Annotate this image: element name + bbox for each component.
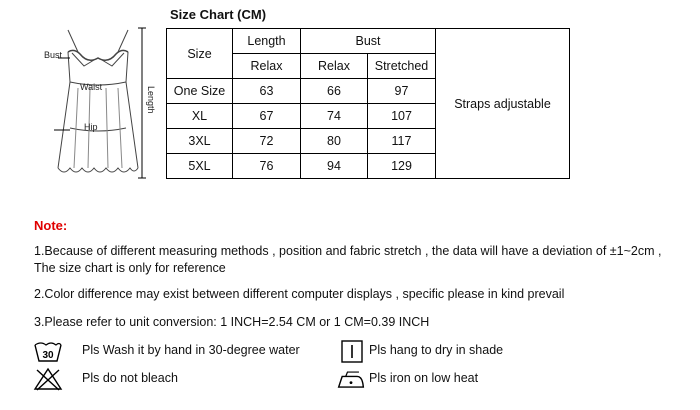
note-item-2: 2.Color difference may exist between different computer displays , specific please in kind prevail [34, 287, 565, 301]
care-dry-text: Pls hang to dry in shade [369, 343, 504, 357]
hand-wash-30-icon [33, 339, 63, 365]
subheader-length-relax: Relax [233, 54, 301, 79]
hang-dry-shade-icon [338, 339, 368, 365]
length-cell: 72 [233, 129, 301, 154]
note-item-3: 3.Please refer to unit conversion: 1 INCH=2.54 CM or 1 CM=0.39 INCH [34, 315, 430, 329]
size-cell: 3XL [167, 129, 233, 154]
no-bleach-icon [33, 366, 63, 392]
size-cell: 5XL [167, 154, 233, 179]
nightdress-sketch [30, 18, 160, 198]
care-bleach-text: Pls do not bleach [82, 371, 178, 385]
hip-label: Hip [84, 122, 98, 132]
bust-relax-cell: 66 [301, 79, 368, 104]
care-wash-text: Pls Wash it by hand in 30-degree water [82, 343, 300, 357]
subheader-bust-stretched: Stretched [368, 54, 436, 79]
size-chart-title: Size Chart (CM) [170, 7, 267, 22]
bust-stretched-cell: 107 [368, 104, 436, 129]
iron-low-heat-icon [336, 367, 366, 393]
header-length: Length [233, 29, 301, 54]
header-bust: Bust [301, 29, 436, 54]
wash-temperature: 30 [42, 350, 54, 361]
size-cell: XL [167, 104, 233, 129]
bust-relax-cell: 74 [301, 104, 368, 129]
note-item-1-line-2: The size chart is only for reference [34, 261, 226, 275]
length-cell: 76 [233, 154, 301, 179]
size-chart-table [166, 28, 570, 179]
length-cell: 63 [233, 79, 301, 104]
note-item-1-line-1: 1.Because of different measuring methods , position and fabric stretch , the data will have a deviation of ±1~2cm , [34, 244, 662, 258]
length-label: Length [146, 86, 156, 114]
bust-label: Bust [44, 50, 63, 60]
size-cell: One Size [167, 79, 233, 104]
bust-relax-cell: 94 [301, 154, 368, 179]
bust-stretched-cell: 129 [368, 154, 436, 179]
header-size: Size [167, 29, 233, 79]
care-iron-text: Pls iron on low heat [369, 371, 479, 385]
bust-stretched-cell: 117 [368, 129, 436, 154]
bust-relax-cell: 80 [301, 129, 368, 154]
length-cell: 67 [233, 104, 301, 129]
straps-note: Straps adjustable [436, 29, 570, 179]
waist-label: Waist [80, 82, 103, 92]
subheader-bust-relax: Relax [301, 54, 368, 79]
note-title: Note: [34, 218, 68, 233]
bust-stretched-cell: 97 [368, 79, 436, 104]
